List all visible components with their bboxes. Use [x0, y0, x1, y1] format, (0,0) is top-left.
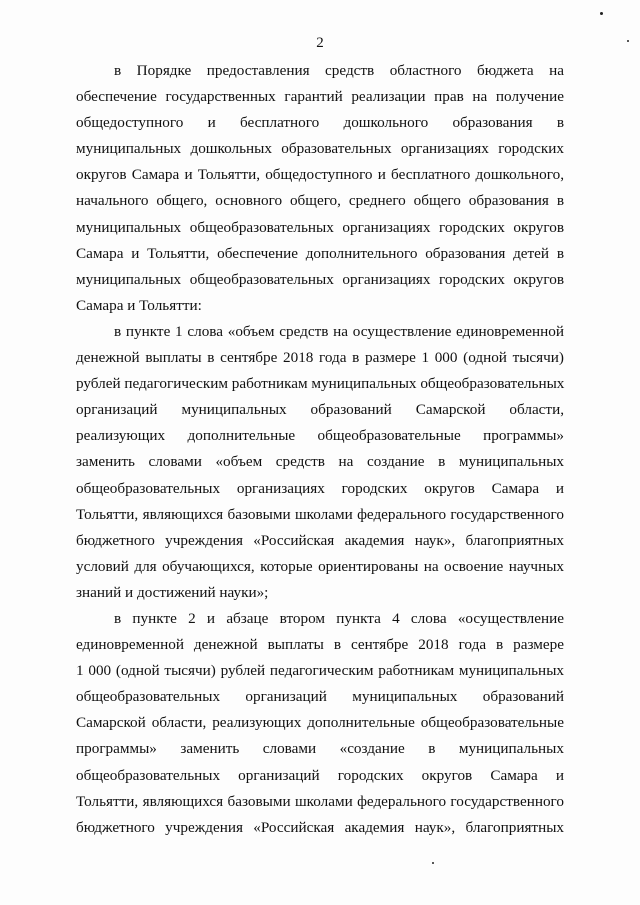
- page-number: 2: [316, 35, 324, 51]
- text-line: Тольятти, являющихся базовыми школами федерального государственного: [76, 792, 564, 810]
- paragraph-3: [76, 606, 564, 841]
- text-line: программы» заменить словами «создание в муниципальных: [76, 740, 564, 758]
- text-line: бюджетного учреждения «Российская академия наук», благоприятных: [76, 818, 564, 836]
- paragraph-1: [76, 58, 564, 319]
- text-line: Тольятти, являющихся базовыми школами федерального государственного: [76, 505, 564, 523]
- text-line: в пункте 1 слова «объем средств на осуществление единовременной: [114, 322, 564, 340]
- text-line: знаний и достижений науки»;: [76, 583, 269, 601]
- text-line: обеспечение государственных гарантий реализации прав на получение: [76, 88, 564, 106]
- text-line: в пункте 2 и абзаце втором пункта 4 слова «осуществление: [114, 609, 564, 627]
- scan-speck: [627, 40, 629, 42]
- text-line: общедоступного и бесплатного дошкольного образования в: [76, 114, 564, 132]
- text-line: общеобразовательных организаций муниципальных образований: [76, 688, 564, 706]
- text-line: бюджетного учреждения «Российская академия наук», благоприятных: [76, 531, 564, 549]
- scan-speck: [432, 862, 434, 864]
- text-line: денежной выплаты в сентябре 2018 года в размере 1 000 (одной тысячи): [76, 349, 564, 367]
- text-line: рублей педагогическим работникам муниципальных общеобразовательных: [76, 375, 565, 393]
- text-line: начального общего, основного общего, среднего общего образования в: [76, 192, 564, 210]
- text-line: 1 000 (одной тысячи) рублей педагогическим работникам муниципальных: [76, 662, 564, 680]
- text-line: округов Самара и Тольятти, общедоступного и бесплатного дошкольного,: [76, 166, 564, 184]
- document-body: [76, 58, 564, 841]
- text-line: Самарской области, реализующих дополнительные общеобразовательные: [76, 714, 564, 732]
- scan-speck: [600, 12, 603, 15]
- text-line: Самара и Тольятти, обеспечение дополнительного образования детей в: [76, 244, 564, 262]
- text-line: общеобразовательных организаций городских округов Самара и: [76, 766, 564, 784]
- text-line: общеобразовательных организациях городских округов Самара и: [76, 479, 564, 497]
- text-line: заменить словами «объем средств на создание в муниципальных: [76, 453, 564, 471]
- text-line: условий для обучающихся, которые ориентированы на освоение научных: [76, 557, 564, 575]
- paragraph-2: [76, 319, 564, 606]
- text-line: Самара и Тольятти:: [76, 296, 202, 314]
- text-line: реализующих дополнительные общеобразовательные программы»: [76, 427, 564, 445]
- text-line: муниципальных общеобразовательных организациях городских округов: [76, 270, 564, 288]
- text-line: в Порядке предоставления средств областного бюджета на: [114, 62, 564, 79]
- text-line: организаций муниципальных образований Самарской области,: [76, 401, 564, 419]
- text-line: муниципальных общеобразовательных организациях городских округов: [76, 218, 564, 236]
- text-line: единовременной денежной выплаты в сентябре 2018 года в размере: [76, 636, 564, 654]
- text-line: муниципальных дошкольных образовательных организациях городских: [76, 140, 564, 158]
